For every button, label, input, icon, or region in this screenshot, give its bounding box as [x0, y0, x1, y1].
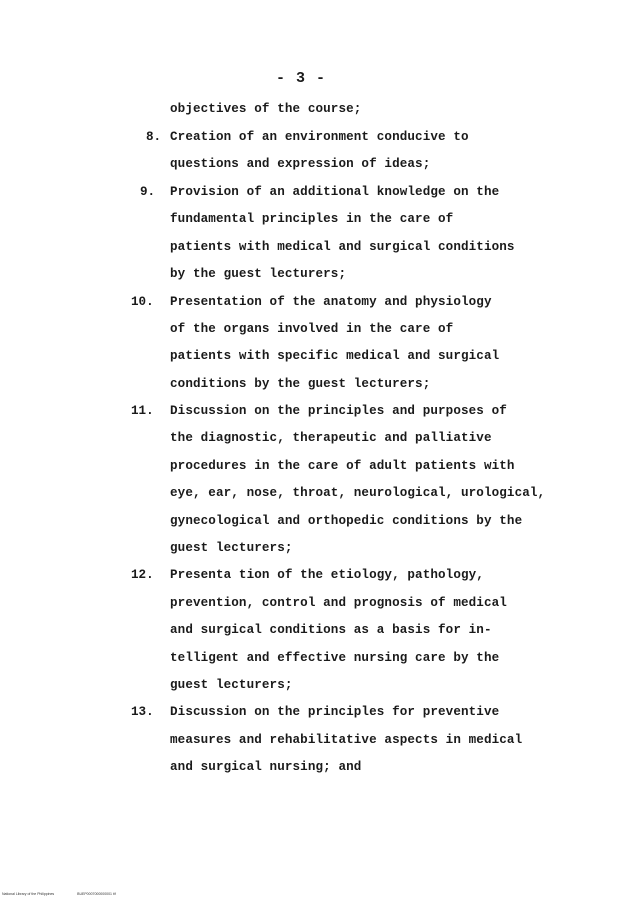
item-line: Presentation of the anatomy and physiology: [170, 295, 492, 309]
item-line: by the guest lecturers;: [170, 267, 347, 281]
item-line: conditions by the guest lecturers;: [170, 377, 431, 391]
item-number: 9.: [140, 185, 156, 199]
archive-footer: [2, 892, 138, 896]
page-number: - 3 -: [276, 70, 327, 87]
item-line: patients with specific medical and surgical: [170, 349, 500, 363]
item-line: measures and rehabilitative aspects in medical: [170, 733, 523, 747]
item-number: 11.: [131, 404, 154, 418]
item-line: Presenta tion of the etiology, pathology,: [170, 568, 484, 582]
item-line: and surgical nursing; and: [170, 760, 362, 774]
item-line: of the organs involved in the care of: [170, 322, 454, 336]
item-number: 12.: [131, 568, 154, 582]
item-line: the diagnostic, therapeutic and palliative: [170, 431, 492, 445]
item-line: patients with medical and surgical conditions: [170, 240, 515, 254]
item-number: 13.: [131, 705, 154, 719]
item-line: objectives of the course;: [170, 102, 362, 116]
item-number: 8.: [146, 130, 162, 144]
item-line: gynecological and orthopedic conditions by the: [170, 514, 523, 528]
item-line: guest lecturers;: [170, 541, 293, 555]
item-line: Discussion on the principles for preventive: [170, 705, 500, 719]
item-line: and surgical conditions as a basis for in-: [170, 623, 492, 637]
item-line: questions and expression of ideas;: [170, 157, 431, 171]
item-line: prevention, control and prognosis of medical: [170, 596, 507, 610]
item-line: fundamental principles in the care of: [170, 212, 454, 226]
archive-name: National Library of the Philippines: [2, 892, 55, 896]
item-line: procedures in the care of adult patients with: [170, 459, 515, 473]
item-line: Provision of an additional knowledge on the: [170, 185, 500, 199]
item-line: guest lecturers;: [170, 678, 293, 692]
item-line: telligent and effective nursing care by the: [170, 651, 500, 665]
archive-code: BUEP0007000000001 tif: [77, 892, 116, 896]
item-line: eye, ear, nose, throat, neurological, urological,: [170, 486, 546, 500]
item-line: Discussion on the principles and purposes of: [170, 404, 507, 418]
item-line: Creation of an environment conducive to: [170, 130, 469, 144]
item-number: 10.: [131, 295, 154, 309]
